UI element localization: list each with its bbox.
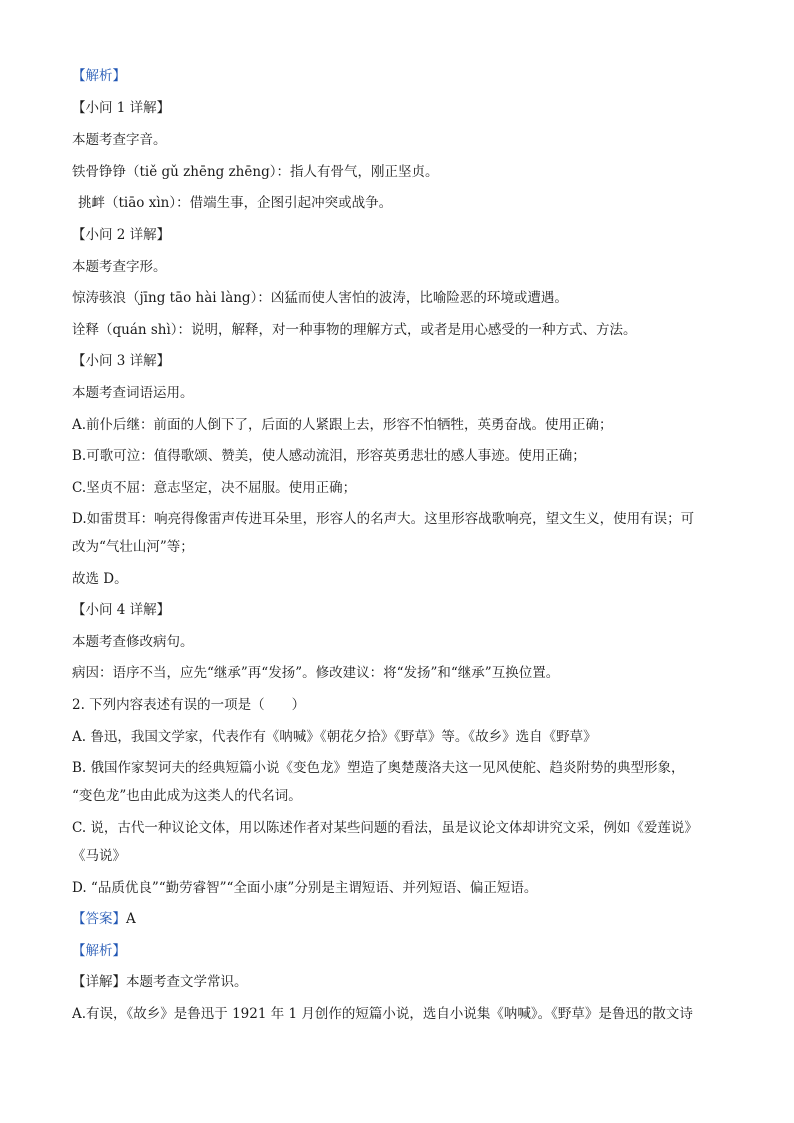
analysis-heading-2: 【解析】 [72,943,126,959]
answer-value: A [126,911,136,927]
subquestion-1-intro: 本题考查字音。 [72,132,167,148]
subquestion-4-intro: 本题考查修改病句。 [72,634,194,650]
subquestion-2-line-2: 诠释（quán shì）：说明，解释，对一种事物的理解方式，或者是用心感受的一种方式、方法。 [72,322,637,338]
subquestion-4-heading: 【小问 4 详解】 [72,602,171,618]
subquestion-4-line-1: 病因：语序不当，应先“继承”再“发扬”。修改建议：将“发扬”和“继承”互换位置。 [72,665,560,681]
subquestion-3-heading: 【小问 3 详解】 [72,353,171,369]
subquestion-2-heading: 【小问 2 详解】 [72,227,171,243]
subquestion-2-intro: 本题考查字形。 [72,259,167,275]
subquestion-3-intro: 本题考查词语运用。 [72,385,194,401]
subquestion-3-option-b: B.可歌可泣：值得歌颂、赞美，使人感动流泪，形容英勇悲壮的感人事迹。使用正确； [72,448,586,464]
subquestion-3-option-c: C.坚贞不屈：意志坚定，决不屈服。使用正确； [72,480,357,496]
detail-option-a-line: A.有误，《故乡》是鲁迅于 1921 年 1 月创作的短篇小说，选自小说集《呐喊》。《野草》是鲁迅的散文诗 [72,1006,693,1022]
question-2-option-b-line-1: B. 俄国作家契诃夫的经典短篇小说《变色龙》塑造了奥楚蔑洛夫这一见风使舵、趋炎附势的典型形象， [72,760,685,776]
subquestion-1-heading: 【小问 1 详解】 [72,100,171,116]
detail-row [72,972,732,992]
analysis-heading: 【解析】 [72,68,126,84]
subquestion-1-line-2: 挑衅（tiāo xìn）：借端生事，企图引起冲突或战争。 [78,195,393,211]
detail-text: 本题考查文学常识。 [126,974,248,990]
question-2-option-c-line-2: 《马说》 [72,848,126,864]
question-2-option-b-line-2: “变色龙”也由此成为这类人的代名词。 [72,788,302,804]
subquestion-3-conclusion: 故选 D。 [72,571,128,587]
answer-row [72,909,732,929]
subquestion-2-line-1: 惊涛骇浪（jīng tāo hài làng）：凶猛而使人害怕的波涛，比喻险恶的环境或遭遇。 [72,290,568,306]
subquestion-3-option-d-line-1: D.如雷贯耳：响亮得像雷声传进耳朵里，形容人的名声大。这里形容战歌响亮，望文生义，使用有误；可 [72,511,695,527]
question-2-option-c-line-1: C. 说，古代一种议论文体，用以陈述作者对某些问题的看法，虽是议论文体却讲究文采，例如《爱莲说》 [72,820,698,836]
subquestion-3-option-a: A.前仆后继：前面的人倒下了，后面的人紧跟上去，形容不怕牺牲，英勇奋战。使用正确； [72,417,613,433]
subquestion-1-line-1: 铁骨铮铮（tiě gǔ zhēng zhēng）：指人有骨气，刚正坚贞。 [72,164,439,180]
question-2-option-d: D. “品质优良”“勤劳睿智”“全面小康”分别是主谓短语、并列短语、偏正短语。 [72,880,538,896]
detail-label: 【详解】 [72,974,126,990]
question-2-option-a: A. 鲁迅，我国文学家，代表作有《呐喊》《朝花夕拾》《野草》等。《故乡》选自《野草》 [72,729,597,745]
answer-label: 【答案】 [72,911,126,927]
subquestion-3-option-d-line-2: 改为“气壮山河”等； [72,539,194,555]
question-2-stem: 2. 下列内容表述有误的一项是（ ） [72,697,306,713]
